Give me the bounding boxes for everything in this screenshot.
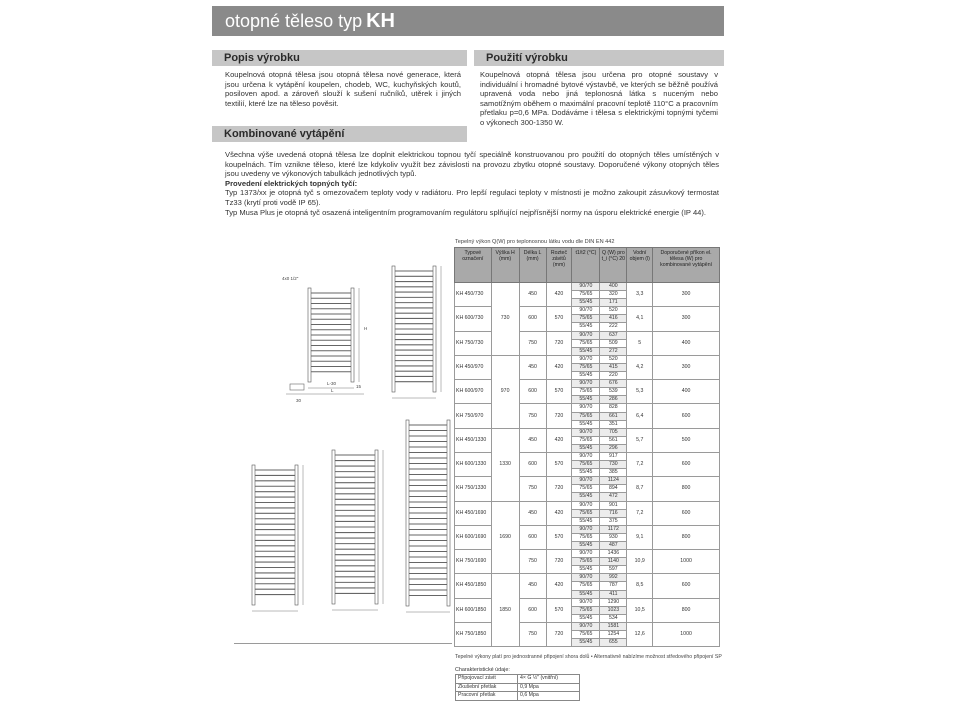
- dim-label-side-a: 30: [296, 398, 302, 403]
- output-cell: 1172: [600, 525, 627, 533]
- type-cell: KH 450/970: [455, 355, 492, 379]
- characteristics-table: [455, 674, 580, 701]
- kombinovane-p2: Typ 1373/xx je otopná tyč s omezovačem teploty vody v radiátoru. Pro lepší regulaci teploty v místnosti je možno zakoupit zásuvkový termostat Tz33 (krytí proti vodě IP 65).: [225, 188, 719, 207]
- output-cell: 1254: [600, 631, 627, 639]
- output-cell: 400: [600, 283, 627, 291]
- length-cell: 600: [519, 380, 546, 404]
- radiator-right-tube: [351, 288, 354, 382]
- temp-cell: 55/45: [572, 323, 600, 331]
- volume-cell: 4,1: [627, 307, 653, 331]
- length-cell: 450: [519, 283, 546, 307]
- type-cell: KH 600/970: [455, 380, 492, 404]
- dim-label-h: H: [364, 326, 368, 331]
- characteristics-row: [456, 692, 580, 701]
- temp-cell: 55/45: [572, 420, 600, 428]
- temp-cell: 55/45: [572, 639, 600, 647]
- spacing-cell: 720: [546, 404, 572, 428]
- spacing-cell: 570: [546, 598, 572, 622]
- type-cell: KH 750/1330: [455, 477, 492, 501]
- power-cell: 600: [653, 501, 720, 525]
- temp-cell: 75/65: [572, 509, 600, 517]
- temp-cell: 55/45: [572, 614, 600, 622]
- radiator-left-tube: [392, 266, 395, 392]
- temp-cell: 75/65: [572, 291, 600, 299]
- table-header-cell: Typové označení: [455, 248, 492, 283]
- type-cell: KH 750/970: [455, 404, 492, 428]
- radiator-right-tube: [375, 450, 378, 604]
- output-cell: 930: [600, 533, 627, 541]
- spacing-cell: 720: [546, 622, 572, 646]
- temp-cell: 75/65: [572, 582, 600, 590]
- type-cell: KH 450/1690: [455, 501, 492, 525]
- output-cell: 1140: [600, 558, 627, 566]
- power-cell: 300: [653, 355, 720, 379]
- temp-cell: 75/65: [572, 388, 600, 396]
- radiator-right-tube: [433, 266, 436, 392]
- output-cell: 222: [600, 323, 627, 331]
- output-cell: 901: [600, 501, 627, 509]
- type-cell: KH 750/730: [455, 331, 492, 355]
- output-table: [454, 247, 720, 647]
- output-cell: 375: [600, 517, 627, 525]
- temp-cell: 55/45: [572, 542, 600, 550]
- temp-cell: 90/70: [572, 283, 600, 291]
- volume-cell: 4,2: [627, 355, 653, 379]
- output-cell: 1436: [600, 550, 627, 558]
- characteristics-label: Zkušební přetlak: [456, 683, 518, 692]
- spacing-cell: 720: [546, 550, 572, 574]
- length-cell: 450: [519, 574, 546, 598]
- type-cell: KH 450/1850: [455, 574, 492, 598]
- type-cell: KH 600/1850: [455, 598, 492, 622]
- output-cell: 637: [600, 331, 627, 339]
- height-cell: 730: [491, 283, 519, 356]
- table-header-cell: Rozteč závitů (mm): [546, 248, 572, 283]
- output-cell: 1290: [600, 598, 627, 606]
- temp-cell: 90/70: [572, 550, 600, 558]
- volume-cell: 8,5: [627, 574, 653, 598]
- characteristics-value: 0,9 Mpa: [518, 683, 580, 692]
- type-cell: KH 450/1330: [455, 428, 492, 452]
- output-cell: 1581: [600, 622, 627, 630]
- kombinovane-subheading: Provedení elektrických topných tyčí:: [225, 178, 358, 188]
- output-cell: 828: [600, 404, 627, 412]
- output-cell: 509: [600, 339, 627, 347]
- temp-cell: 55/45: [572, 469, 600, 477]
- characteristics-value: 4× G ½" (vnitřní): [518, 675, 580, 684]
- radiator-left-tube: [308, 288, 311, 382]
- temp-cell: 55/45: [572, 444, 600, 452]
- volume-cell: 6,4: [627, 404, 653, 428]
- temp-cell: 90/70: [572, 525, 600, 533]
- spacing-cell: 720: [546, 477, 572, 501]
- radiator-left-tube: [406, 420, 409, 606]
- radiator-left-tube: [332, 450, 335, 604]
- length-cell: 600: [519, 307, 546, 331]
- volume-cell: 5,3: [627, 380, 653, 404]
- temp-cell: 90/70: [572, 331, 600, 339]
- output-cell: 676: [600, 380, 627, 388]
- spacing-cell: 420: [546, 428, 572, 452]
- output-cell: 171: [600, 299, 627, 307]
- temp-cell: 90/70: [572, 501, 600, 509]
- dim-label-side-b: 15: [356, 384, 362, 389]
- temp-cell: 75/65: [572, 315, 600, 323]
- pouziti-text: Koupelnová otopná tělesa jsou určena pro otopné soustavy v individuální i hromadné bytové výstavbě, ve kterých se běžně používá upravená voda nebo jiná teplonosná látka s nuceným nebo samotížným oběhem o maximální pracovní teplotě 110°C a pracovním přetlaku p=0,6 MPa. Dodáváme i tělesa s elektrickými topnými tyčemi o výkonech 300-1350 W.: [480, 70, 718, 127]
- datasheet-page: [212, 6, 724, 698]
- length-cell: 750: [519, 622, 546, 646]
- spacing-cell: 570: [546, 525, 572, 549]
- temp-cell: 55/45: [572, 517, 600, 525]
- temp-cell: 90/70: [572, 574, 600, 582]
- volume-cell: 7,2: [627, 452, 653, 476]
- temp-cell: 90/70: [572, 477, 600, 485]
- power-cell: 800: [653, 598, 720, 622]
- output-cell: 520: [600, 307, 627, 315]
- temp-cell: 90/70: [572, 428, 600, 436]
- characteristics-title: Charakteristické údaje:: [455, 667, 510, 673]
- output-cell: 716: [600, 509, 627, 517]
- length-cell: 750: [519, 331, 546, 355]
- output-cell: 472: [600, 493, 627, 501]
- temp-cell: 75/65: [572, 485, 600, 493]
- length-cell: 450: [519, 355, 546, 379]
- output-cell: 487: [600, 542, 627, 550]
- type-cell: KH 600/1690: [455, 525, 492, 549]
- output-cell: 534: [600, 614, 627, 622]
- type-cell: KH 450/730: [455, 283, 492, 307]
- spacing-cell: 420: [546, 574, 572, 598]
- temp-cell: 90/70: [572, 452, 600, 460]
- power-cell: 300: [653, 307, 720, 331]
- power-cell: 400: [653, 380, 720, 404]
- spacing-cell: 420: [546, 283, 572, 307]
- kombinovane-text: [225, 150, 719, 217]
- temp-cell: 90/70: [572, 380, 600, 388]
- radiator-right-tube: [295, 465, 298, 605]
- output-cell: 220: [600, 372, 627, 380]
- power-cell: 1000: [653, 622, 720, 646]
- power-cell: 600: [653, 404, 720, 428]
- type-cell: KH 600/730: [455, 307, 492, 331]
- power-cell: 400: [653, 331, 720, 355]
- page-title: otopné těleso typ: [225, 11, 363, 31]
- volume-cell: 12,6: [627, 622, 653, 646]
- output-cell: 597: [600, 566, 627, 574]
- length-cell: 750: [519, 477, 546, 501]
- kombinovane-p1: Všechna výše uvedená otopná tělesa lze doplnit elektrickou topnou tyčí speciálně konstruovanou pro použití do otopných těles umístěných v koupelnách. Tím vznikne těleso, které lze kdykoliv využít bez závislosti na provozu zbytku otopné soustavy. Doporučené výkony otopných těles jsou uvedeny ve výkonových tabulkách jednotlivých typů.: [225, 150, 719, 179]
- output-cell: 351: [600, 420, 627, 428]
- output-cell: 661: [600, 412, 627, 420]
- section-heading-pouziti: Použití výrobku: [474, 50, 724, 66]
- table-header-cell: Doporučené příkon el. tělesa (W) pro kombinované vytápění: [653, 248, 720, 283]
- temp-cell: 75/65: [572, 339, 600, 347]
- volume-cell: 5: [627, 331, 653, 355]
- output-cell: 992: [600, 574, 627, 582]
- power-cell: 1000: [653, 550, 720, 574]
- table-header-cell: t1/t2 (°C): [572, 248, 600, 283]
- temp-cell: 75/65: [572, 412, 600, 420]
- height-cell: 1850: [491, 574, 519, 647]
- spacing-cell: 570: [546, 452, 572, 476]
- temp-cell: 55/45: [572, 372, 600, 380]
- height-cell: 1690: [491, 501, 519, 574]
- table-row: [455, 283, 720, 291]
- table-caption: Tepelný výkon Q(W) pro teplonosnou látku vodu dle DIN EN 442: [455, 239, 615, 245]
- temp-cell: 55/45: [572, 347, 600, 355]
- height-cell: 970: [491, 355, 519, 428]
- characteristics-value: 0,6 Mpa: [518, 692, 580, 701]
- radiator-right-tube: [447, 420, 450, 606]
- spacing-cell: 570: [546, 307, 572, 331]
- output-cell: 320: [600, 291, 627, 299]
- length-cell: 600: [519, 525, 546, 549]
- output-cell: 1124: [600, 477, 627, 485]
- table-row: [455, 355, 720, 363]
- output-cell: 272: [600, 347, 627, 355]
- output-cell: 917: [600, 452, 627, 460]
- output-cell: 286: [600, 396, 627, 404]
- volume-cell: 10,9: [627, 550, 653, 574]
- spacing-cell: 570: [546, 380, 572, 404]
- page-title-model: KH: [366, 10, 395, 32]
- temp-cell: 90/70: [572, 307, 600, 315]
- length-cell: 450: [519, 501, 546, 525]
- table-header-cell: Vodní objem (l): [627, 248, 653, 283]
- volume-cell: 7,2: [627, 501, 653, 525]
- volume-cell: 10,5: [627, 598, 653, 622]
- temp-cell: 75/65: [572, 533, 600, 541]
- temp-cell: 90/70: [572, 355, 600, 363]
- dim-label-l-minus: L-30: [327, 381, 337, 386]
- output-cell: 296: [600, 444, 627, 452]
- temp-cell: 55/45: [572, 493, 600, 501]
- volume-cell: 5,7: [627, 428, 653, 452]
- dim-label-l: L: [331, 388, 334, 393]
- length-cell: 750: [519, 550, 546, 574]
- temp-cell: 75/65: [572, 363, 600, 371]
- table-footnote: Tepelné výkony platí pro jednostranné připojení shora dolů • Alternativně nabízíme možnost středového připojení SP: [455, 654, 722, 660]
- output-cell: 561: [600, 436, 627, 444]
- output-cell: 1023: [600, 606, 627, 614]
- radiator-side-view: [290, 384, 304, 390]
- temp-cell: 75/65: [572, 461, 600, 469]
- temp-cell: 90/70: [572, 598, 600, 606]
- section-heading-popis: Popis výrobku: [212, 50, 467, 66]
- popis-text: Koupelnová otopná tělesa jsou otopná tělesa nové generace, která jsou určena k vytápění koupelen, chodeb, WC, kuchyňských koutů, posiloven apod. a zároveň slouží k sušení ručníků, utěrek i jiných textilií, které lze na těleso pověsit.: [225, 70, 461, 108]
- table-row: [455, 574, 720, 582]
- temp-cell: 75/65: [572, 558, 600, 566]
- radiator-drawings: [234, 260, 452, 640]
- spacing-cell: 720: [546, 331, 572, 355]
- radiator-left-tube: [252, 465, 255, 605]
- characteristics-row: [456, 675, 580, 684]
- length-cell: 600: [519, 452, 546, 476]
- temp-cell: 55/45: [572, 299, 600, 307]
- height-cell: 1330: [491, 428, 519, 501]
- output-cell: 730: [600, 461, 627, 469]
- table-header-cell: Q (W) pro t_i (°C) 20: [600, 248, 627, 283]
- output-cell: 655: [600, 639, 627, 647]
- output-cell: 411: [600, 590, 627, 598]
- temp-cell: 90/70: [572, 622, 600, 630]
- spacing-cell: 420: [546, 501, 572, 525]
- temp-cell: 55/45: [572, 590, 600, 598]
- characteristics-label: Pracovní přetlak: [456, 692, 518, 701]
- kombinovane-p3: Typ Musa Plus je otopná tyč osazená inteligentním programovaním regulátoru splňující nejpřísnější normy na úsporu elektrické energie (IP 44).: [225, 207, 707, 217]
- volume-cell: 9,1: [627, 525, 653, 549]
- output-cell: 520: [600, 355, 627, 363]
- temp-cell: 75/65: [572, 606, 600, 614]
- power-cell: 800: [653, 477, 720, 501]
- temp-cell: 55/45: [572, 566, 600, 574]
- section-heading-kombinovane: Kombinované vytápění: [212, 126, 467, 142]
- output-cell: 894: [600, 485, 627, 493]
- table-row: [455, 501, 720, 509]
- power-cell: 500: [653, 428, 720, 452]
- type-cell: KH 600/1330: [455, 452, 492, 476]
- characteristics-row: [456, 683, 580, 692]
- output-cell: 385: [600, 469, 627, 477]
- power-cell: 600: [653, 452, 720, 476]
- table-header-cell: Délka L (mm): [519, 248, 546, 283]
- temp-cell: 55/45: [572, 396, 600, 404]
- radiator-technical-drawings: [234, 260, 452, 640]
- length-cell: 750: [519, 404, 546, 428]
- output-cell: 787: [600, 582, 627, 590]
- output-cell: 539: [600, 388, 627, 396]
- power-cell: 300: [653, 283, 720, 307]
- characteristics-label: Připojovací závit: [456, 675, 518, 684]
- volume-cell: 8,7: [627, 477, 653, 501]
- table-row: [455, 428, 720, 436]
- output-cell: 416: [600, 315, 627, 323]
- temp-cell: 75/65: [572, 631, 600, 639]
- temp-cell: 75/65: [572, 436, 600, 444]
- type-cell: KH 750/1850: [455, 622, 492, 646]
- volume-cell: 3,3: [627, 283, 653, 307]
- dim-label-top: 4x0 1/2": [282, 276, 299, 281]
- power-cell: 800: [653, 525, 720, 549]
- temp-cell: 90/70: [572, 404, 600, 412]
- spacing-cell: 420: [546, 355, 572, 379]
- output-cell: 705: [600, 428, 627, 436]
- length-cell: 450: [519, 428, 546, 452]
- type-cell: KH 750/1690: [455, 550, 492, 574]
- table-header-cell: Výška H (mm): [491, 248, 519, 283]
- page-title-bar: [212, 6, 724, 36]
- length-cell: 600: [519, 598, 546, 622]
- output-cell: 415: [600, 363, 627, 371]
- power-cell: 600: [653, 574, 720, 598]
- drawing-baseline-rule: [234, 643, 452, 644]
